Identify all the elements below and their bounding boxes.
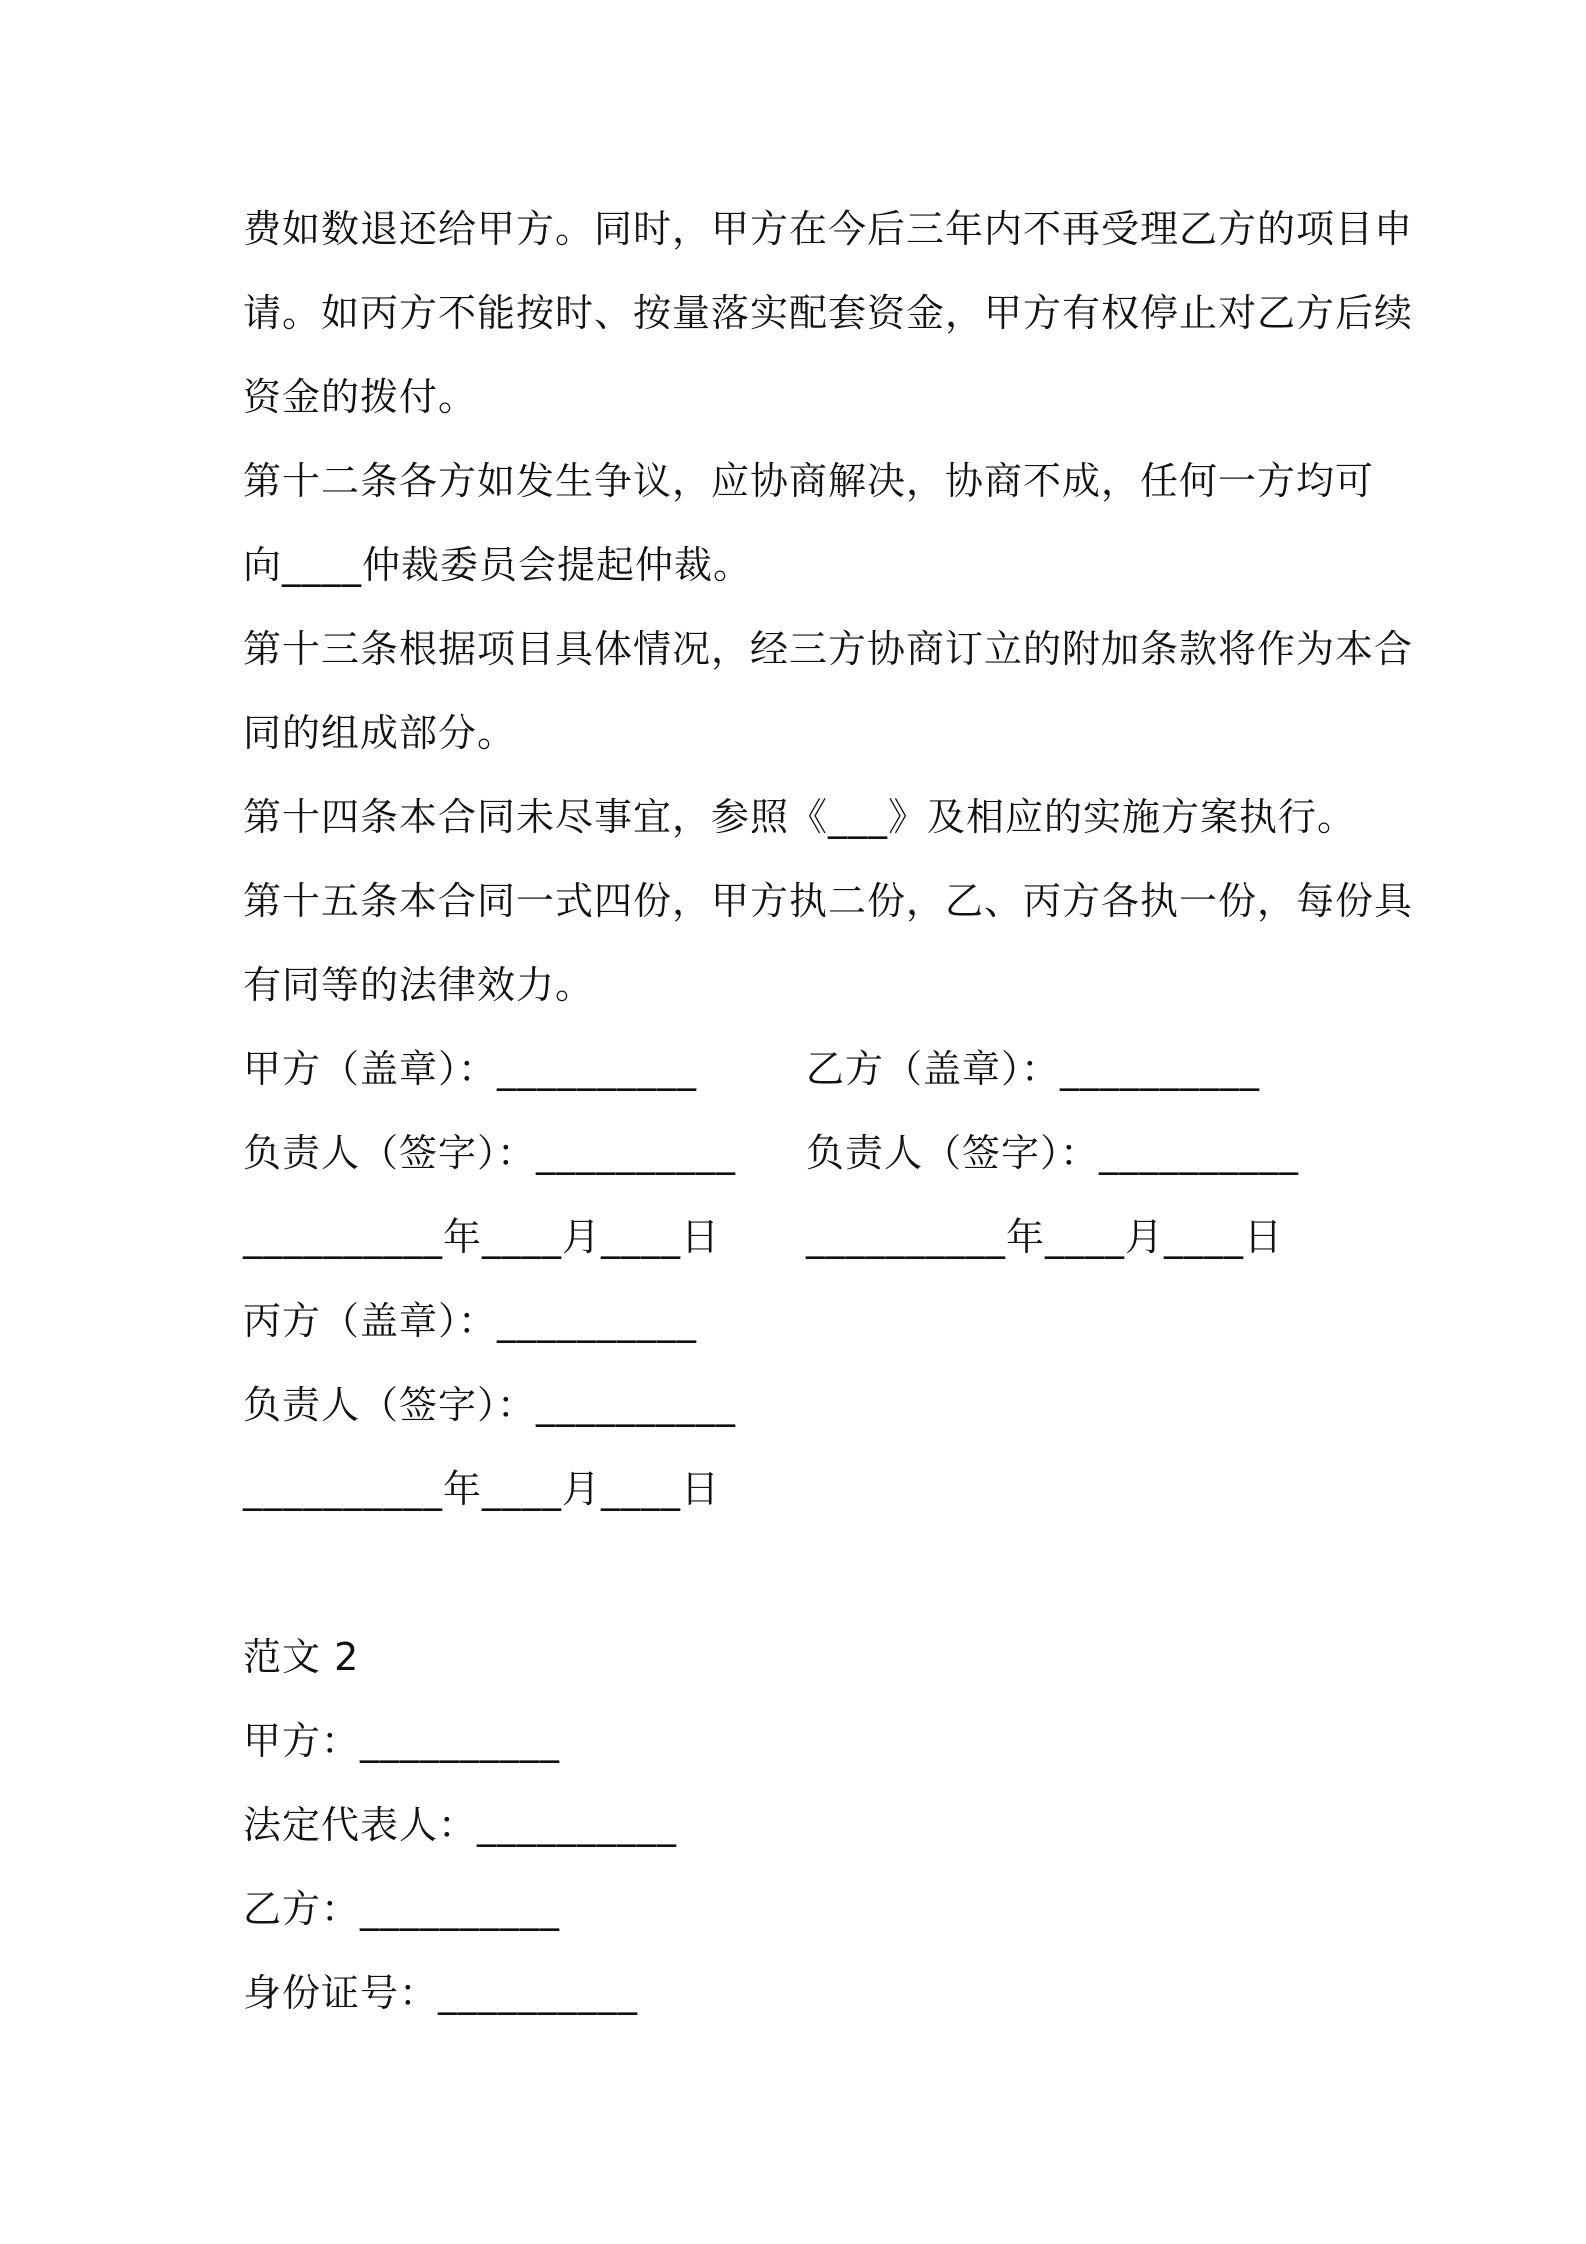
party-c-signer: 负责人（签字）：__________ bbox=[243, 1383, 737, 1427]
party-c-seal: 丙方（盖章）：__________ bbox=[243, 1299, 698, 1343]
sample-2-id-number: 身份证号：__________ bbox=[243, 1971, 639, 2015]
sample-2-party-a: 甲方：__________ bbox=[243, 1719, 561, 1763]
paragraph-line: 费如数退还给甲方。同时，甲方在今后三年内不再受理乙方的项目申 bbox=[243, 207, 1414, 251]
party-b-date: __________年____月____日 bbox=[806, 1215, 1284, 1259]
article-12-line: 向____仲裁委员会提起仲裁。 bbox=[243, 543, 753, 587]
party-c-date: __________年____月____日 bbox=[243, 1467, 721, 1511]
paragraph-line: 请。如丙方不能按时、按量落实配套资金，甲方有权停止对乙方后续 bbox=[243, 291, 1414, 335]
article-13-line: 同的组成部分。 bbox=[243, 711, 517, 755]
party-a-seal: 甲方（盖章）：__________ bbox=[243, 1047, 698, 1091]
party-a-date: __________年____月____日 bbox=[243, 1215, 721, 1259]
article-12-line: 第十二条各方如发生争议，应协商解决，协商不成，任何一方均可 bbox=[243, 459, 1375, 503]
party-b-seal: 乙方（盖章）：__________ bbox=[806, 1047, 1261, 1091]
paragraph-line: 资金的拨付。 bbox=[243, 375, 478, 419]
sample-2-title: 范文 2 bbox=[243, 1635, 360, 1679]
party-a-signer: 负责人（签字）：__________ bbox=[243, 1131, 737, 1175]
article-14-line: 第十四条本合同未尽事宜，参照《___》及相应的实施方案执行。 bbox=[243, 795, 1357, 839]
article-13-line: 第十三条根据项目具体情况，经三方协商订立的附加条款将作为本合 bbox=[243, 627, 1414, 671]
party-b-signer: 负责人（签字）：__________ bbox=[806, 1131, 1300, 1175]
article-15-line: 有同等的法律效力。 bbox=[243, 963, 595, 1007]
article-15-line: 第十五条本合同一式四份，甲方执二份，乙、丙方各执一份，每份具 bbox=[243, 879, 1414, 923]
sample-2-legal-rep: 法定代表人：__________ bbox=[243, 1803, 678, 1847]
sample-2-party-b: 乙方：__________ bbox=[243, 1887, 561, 1931]
